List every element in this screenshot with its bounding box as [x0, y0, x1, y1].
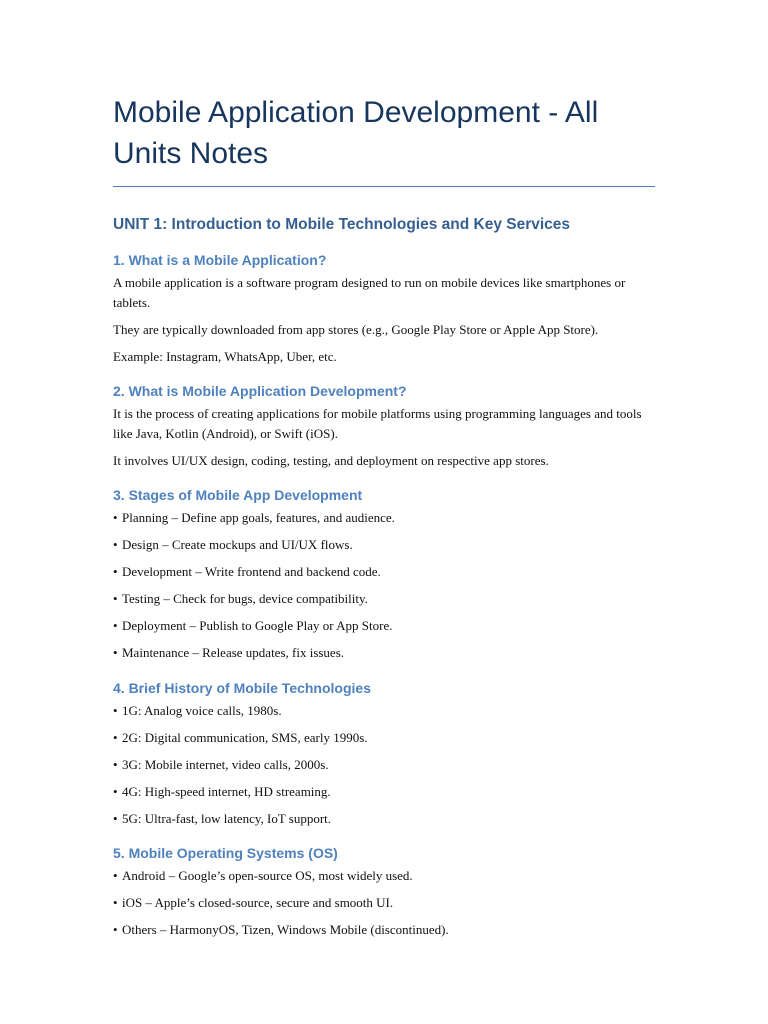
list-item [113, 508, 655, 528]
section-heading: 5. Mobile Operating Systems (OS) [113, 845, 338, 861]
list-item-text: Deployment – Publish to Google Play or App Store. [122, 618, 393, 633]
paragraph: It is the process of creating applications for mobile platforms using programming languages and tools like Java, Kotlin (Android), or Swift (iOS). [113, 406, 642, 441]
section-history [113, 679, 655, 829]
section-heading: 2. What is Mobile Application Development? [113, 383, 407, 399]
list-item [113, 589, 655, 609]
list-item-text: 2G: Digital communication, SMS, early 1990s. [122, 729, 368, 745]
bullet-symbol: • [113, 922, 118, 937]
list-item [113, 562, 655, 582]
bullet-symbol: • [113, 564, 118, 579]
bullet-symbol: • [113, 895, 118, 910]
list-item [113, 920, 655, 940]
unit-heading: UNIT 1: Introduction to Mobile Technologies and Key Services [113, 216, 571, 233]
paragraph: They are typically downloaded from app stores (e.g., Google Play Store or Apple App Store). [113, 321, 599, 337]
bullet-symbol: • [113, 618, 118, 633]
list-item-text: Others – HarmonyOS, Tizen, Windows Mobile (discontinued). [122, 922, 449, 937]
section-what-is-mobile-app-development [113, 382, 655, 470]
list-item-text: Maintenance – Release updates, fix issues. [122, 645, 345, 660]
list-item-text: 3G: Mobile internet, video calls, 2000s. [122, 756, 329, 772]
list-item [113, 535, 655, 555]
list-item [113, 809, 655, 829]
list-item [113, 866, 655, 886]
bullet-symbol: • [113, 810, 118, 826]
section-heading: 1. What is a Mobile Application? [113, 252, 327, 268]
paragraph: A mobile application is a software program designed to run on mobile devices like smartphones or tablets. [113, 275, 626, 310]
section-stages [113, 486, 655, 663]
list-item-text: 5G: Ultra-fast, low latency, IoT support. [122, 810, 332, 826]
list-item-text: iOS – Apple’s closed-source, secure and smooth UI. [122, 895, 394, 910]
document-title: Mobile Application Development - All Units Notes [113, 92, 655, 187]
bullet-symbol: • [113, 645, 118, 660]
section-mobile-os [113, 844, 655, 940]
list-item-text: Android – Google’s open-source OS, most widely used. [122, 868, 413, 883]
bullet-symbol: • [113, 591, 118, 606]
bullet-symbol: • [113, 868, 118, 883]
list-item [113, 893, 655, 913]
list-item-text: 4G: High-speed internet, HD streaming. [122, 783, 331, 799]
bullet-symbol: • [113, 756, 118, 772]
bullet-symbol: • [113, 783, 118, 799]
list-item-text: Development – Write frontend and backend code. [122, 564, 381, 579]
list-item-text: 1G: Analog voice calls, 1980s. [122, 702, 282, 718]
bullet-symbol: • [113, 729, 118, 745]
bullet-symbol: • [113, 537, 118, 552]
list-item [113, 728, 655, 748]
paragraph: It involves UI/UX design, coding, testing, and deployment on respective app stores. [113, 452, 549, 468]
list-item-text: Design – Create mockups and UI/UX flows. [122, 537, 353, 552]
list-item [113, 616, 655, 636]
section-heading: 4. Brief History of Mobile Technologies [113, 679, 371, 696]
bullet-list [113, 508, 655, 663]
list-item-text: Testing – Check for bugs, device compatibility. [122, 591, 368, 606]
bullet-list [113, 701, 655, 829]
list-item-text: Planning – Define app goals, features, and audience. [122, 510, 395, 525]
list-item [113, 782, 655, 802]
bullet-symbol: • [113, 702, 118, 718]
bullet-symbol: • [113, 510, 118, 525]
section-what-is-mobile-app [113, 251, 655, 366]
paragraph: Example: Instagram, WhatsApp, Uber, etc. [113, 348, 337, 364]
list-item [113, 643, 655, 663]
bullet-list [113, 866, 655, 940]
list-item [113, 755, 655, 775]
list-item [113, 701, 655, 721]
section-heading: 3. Stages of Mobile App Development [113, 487, 363, 503]
